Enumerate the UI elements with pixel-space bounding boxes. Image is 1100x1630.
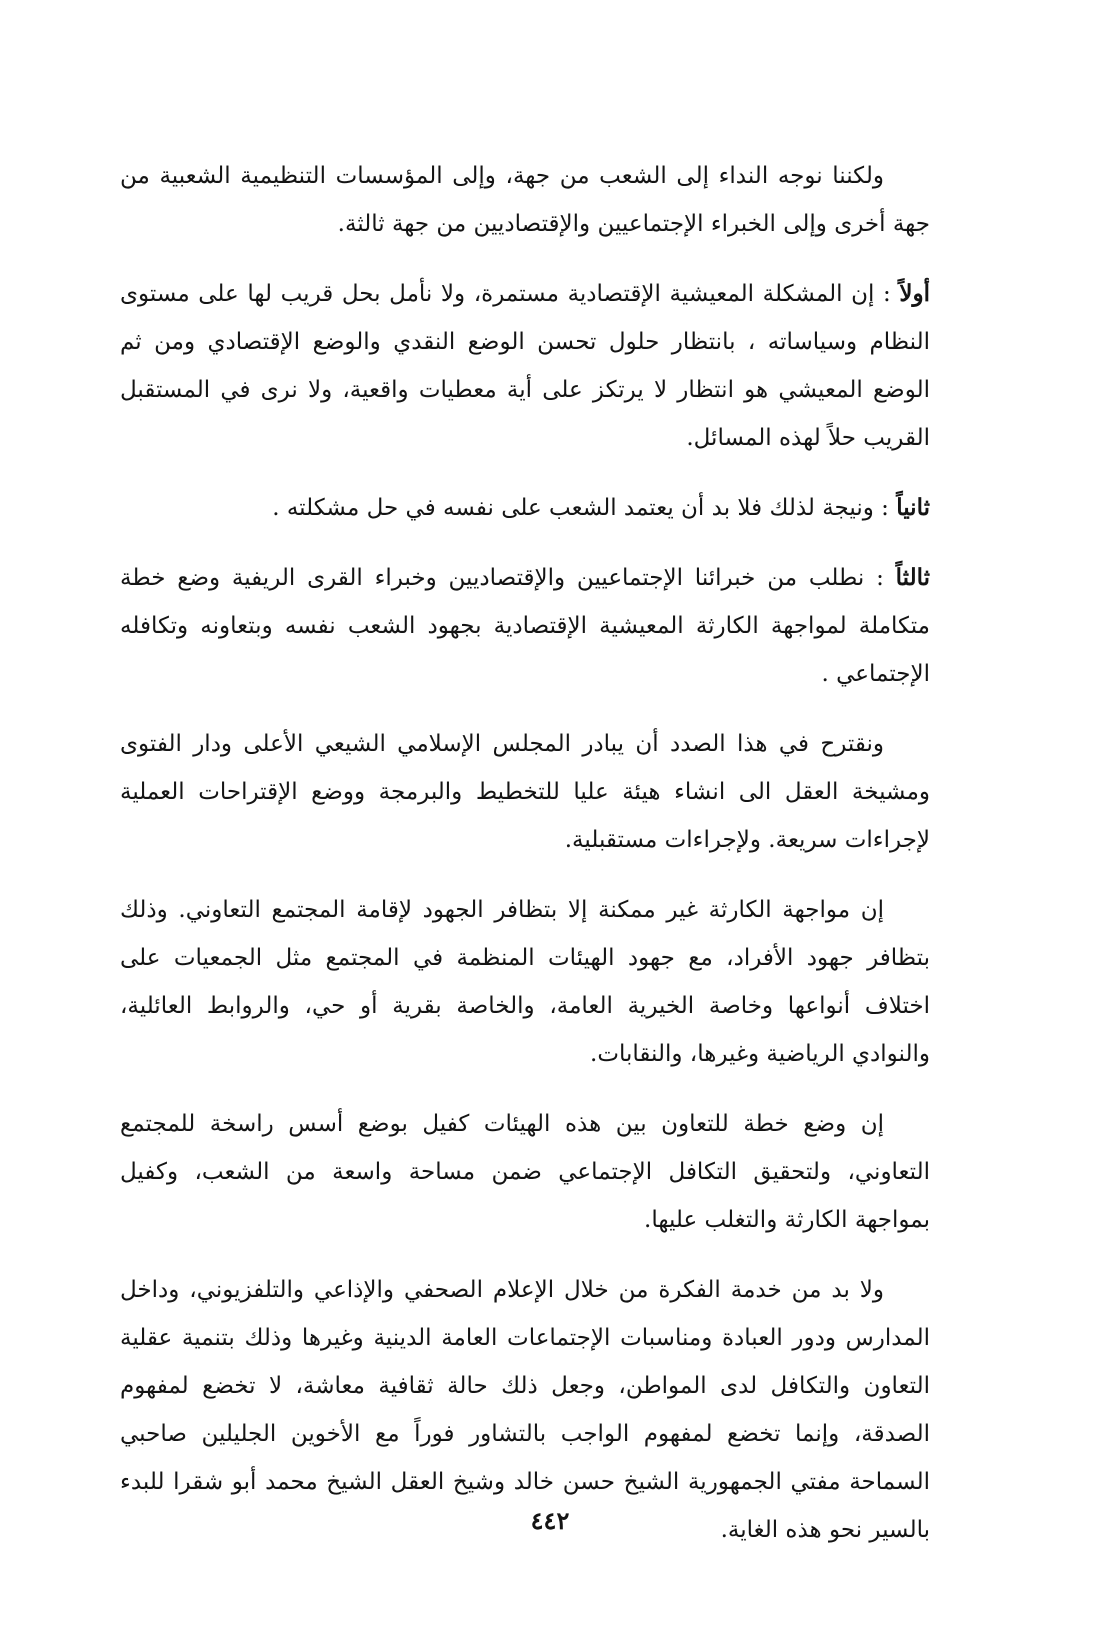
paragraph-text: : ونيجة لذلك فلا بد أن يعتمد الشعب على نفسه في حل مشكلته . [272, 495, 897, 521]
paragraph-point-second [120, 484, 930, 532]
paragraph-text: ولا بد من خدمة الفكرة من خلال الإعلام الصحفي والإذاعي والتلفزيوني، وداخل المدارس ودور العبادة ومناسبات الإجتماعات العامة الدينية وغيرها وذلك بتنمية عقلية التعاون والتكافل لدى المواطن، وجعل ذلك حالة ثقافية معاشة، لا تخضع لمفهوم الصدقة، وإنما تخضع لمفهوم الواجب بالتشاور فوراً مع الأخوين الجليلين صاحبي السماحة مفتي الجمهورية الشيخ حسن خالد وشيخ العقل الشيخ محمد أبو شقرا للبدء بالسير نحو هذه الغاية. [120, 1277, 930, 1543]
paragraph-intro [120, 152, 930, 248]
point-label: أولاً [899, 280, 930, 307]
paragraph-text: : نطلب من خبرائنا الإجتماعيين والإقتصاديين وخبراء القرى الريفية وضع خطة متكاملة لمواجهة الكارثة المعيشية الإقتصادية بجهود الشعب نفسه وبتعاونه وتكافله الإجتماعي . [120, 565, 930, 687]
paragraph-text: إن مواجهة الكارثة غير ممكنة إلا بتظافر الجهود لإقامة المجتمع التعاوني. وذلك بتظافر جهود الأفراد، مع جهود الهيئات المنظمة في المجتمع مثل الجمعيات على اختلاف أنواعها وخاصة الخيرية العامة، والخاصة بقرية أو حي، والروابط العائلية، والنوادي الرياضية وغيرها، والنقابات. [120, 897, 930, 1067]
paragraph-text: : إن المشكلة المعيشية الإقتصادية مستمرة، ولا نأمل بحل قريب لها على مستوى النظام وسياساته ، بانتظار حلول تحسن الوضع النقدي والوضع الإقتصادي ومن ثم الوضع المعيشي هو انتظار لا يرتكز على أية معطيات واقعية، ولا نرى في المستقبل القريب حلاً لهذه المسائل. [120, 281, 930, 451]
page-body [120, 152, 930, 1576]
paragraph-proposal [120, 720, 930, 864]
paragraph-text: ونقترح في هذا الصدد أن يبادر المجلس الإسلامي الشيعي الأعلى ودار الفتوى ومشيخة العقل الى انشاء هيئة عليا للتخطيط والبرمجة ووضع الإقتراحات العملية لإجراءات سريعة. ولإجراءات مستقبلية. [120, 731, 930, 853]
paragraph-cooperation [120, 886, 930, 1078]
paragraph-text: ولكننا نوجه النداء إلى الشعب من جهة، وإلى المؤسسات التنظيمية الشعبية من جهة أخرى وإلى الخبراء الإجتماعيين والإقتصاديين من جهة ثالثة. [120, 163, 930, 237]
point-label: ثالثاً [895, 564, 930, 591]
paragraph-point-third [120, 554, 930, 698]
paragraph-plan [120, 1100, 930, 1244]
page-number: ٤٤٢ [530, 1506, 570, 1535]
paragraph-text: إن وضع خطة للتعاون بين هذه الهيئات كفيل بوضع أسس راسخة للمجتمع التعاوني، ولتحقيق التكافل الإجتماعي ضمن مساحة واسعة من الشعب، وكفيل بمواجهة الكارثة والتغلب عليها. [120, 1111, 930, 1233]
point-label: ثانياً [896, 494, 930, 521]
paragraph-point-first [120, 270, 930, 462]
